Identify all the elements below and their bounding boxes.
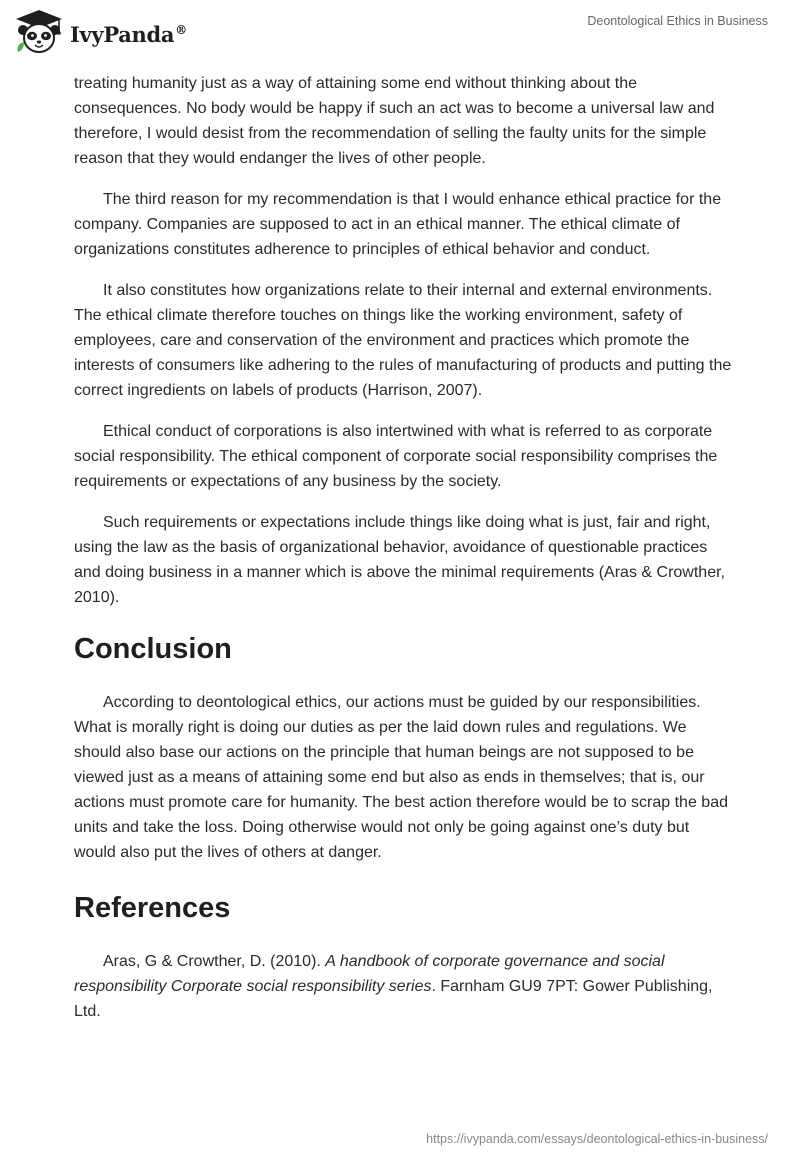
- panda-graduate-icon: [14, 8, 64, 54]
- reference-authors: Aras, G & Crowther, D. (2010).: [103, 953, 326, 970]
- references-heading: References: [74, 892, 231, 924]
- conclusion-paragraph: According to deontological ethics, our actions must be guided by our responsibilities. What is morally right is doing our duties as per the laid down rules and regulations. We should also base our actions on the principle that human beings are not supposed to be viewed just as a means of attaining some end but also as ends in themselves; that is, our actions must promote care for humanity. The best action therefore would be to scrap the bad units and take the loss. Doing otherwise would not only be going against one’s duty but would also put the lives of others at danger.: [74, 694, 728, 861]
- page-header: [0, 0, 800, 60]
- reference-publisher: . Farnham GU9 7PT: Gower Publishing, Ltd.: [74, 978, 713, 1020]
- brand-name: IvyPanda®: [70, 21, 187, 47]
- paragraph: The third reason for my recommendation is that I would enhance ethical practice for the company. Companies are supposed to act in an ethical manner. The ethical climate of organizations constitutes adherence to principles of ethical behavior and conduct.: [74, 191, 722, 258]
- paragraph: Ethical conduct of corporations is also intertwined with what is referred to as corporate social responsibility. The ethical component of corporate social responsibility comprises the requirements or expectations of any business by the society.: [74, 423, 718, 490]
- reference-title: A handbook of corporate governance and social responsibility Corporate social responsibility series: [74, 953, 665, 995]
- essay-body: [74, 71, 734, 1040]
- source-url[interactable]: https://ivypanda.com/essays/deontological-ethics-in-business/: [426, 1132, 768, 1146]
- ivypanda-logo[interactable]: [14, 8, 187, 54]
- registered-mark: ®: [175, 22, 187, 37]
- paragraph: Such requirements or expectations include things like doing what is just, fair and right, using the law as the basis of organizational behavior, avoidance of questionable practices and doing business in a manner which is above the minimal requirements (Aras & Crowther, 2010).: [74, 514, 725, 606]
- conclusion-heading: Conclusion: [74, 633, 232, 665]
- document-title: Deontological Ethics in Business: [587, 14, 768, 28]
- paragraph-continuation: treating humanity just as a way of attaining some end without thinking about the consequences. No body would be happy if such an act was to become a universal law and therefore, I would desist from the recommendation of selling the faulty units for the simple reason that they would endanger the lives of other people.: [74, 75, 715, 167]
- reference-entry: [74, 949, 734, 1024]
- paragraph: It also constitutes how organizations relate to their internal and external environments. The ethical climate therefore touches on things like the working environment, safety of employees, care and conservation of the environment and practices which promote the interests of consumers like adhering to the rules of manufacturing of products and putting the correct ingredients on labels of products (Harrison, 2007).: [74, 282, 732, 399]
